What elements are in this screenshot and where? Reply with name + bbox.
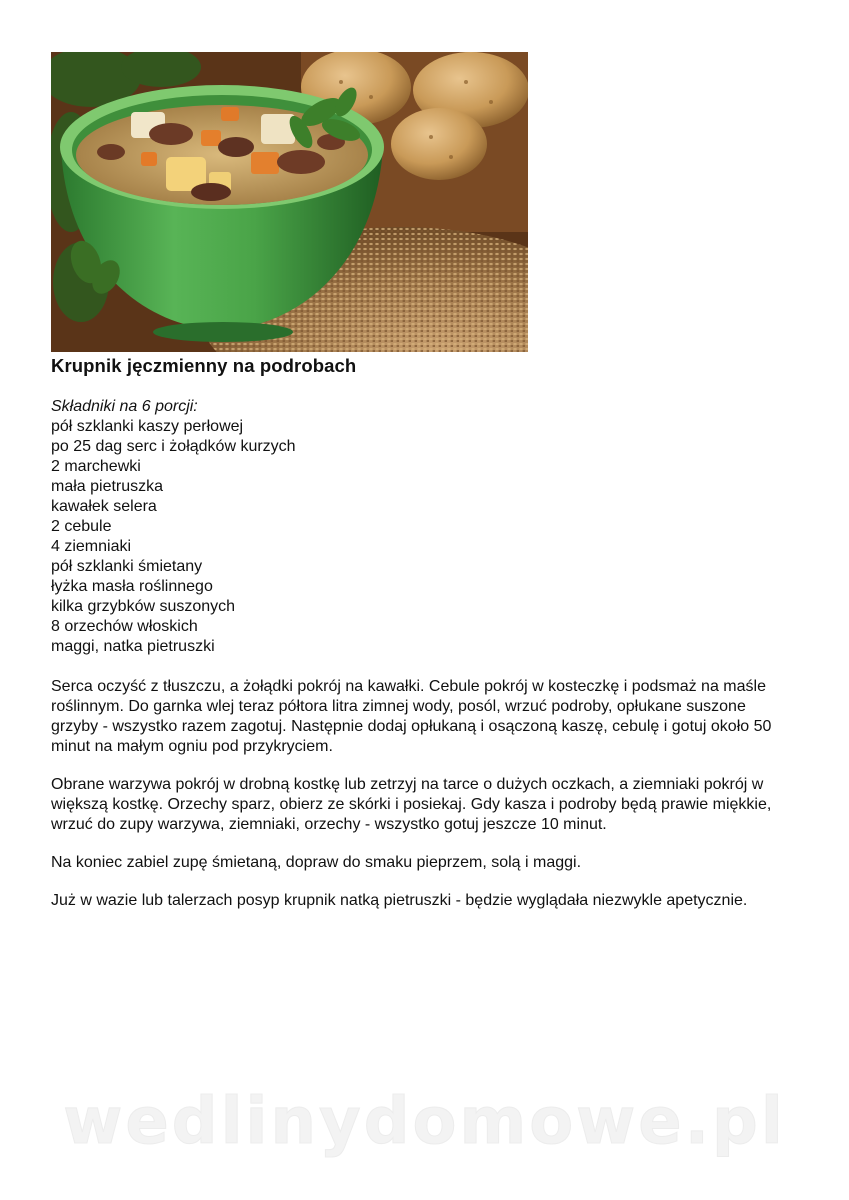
ingredient-list bbox=[51, 397, 296, 657]
ingredient-item: kawałek selera bbox=[51, 498, 157, 515]
ingredient-item: pół szklanki kaszy perłowej bbox=[51, 418, 244, 435]
ingredient-item: 8 orzechów włoskich bbox=[51, 618, 198, 635]
ingredient-item: 4 ziemniaki bbox=[51, 538, 132, 555]
ingredient-item: mała pietruszka bbox=[51, 478, 164, 495]
ingredient-item: kilka grzybków suszonych bbox=[51, 598, 236, 615]
ingredient-item: 2 cebule bbox=[51, 518, 112, 535]
recipe-title: Krupnik jęczmienny na podrobach bbox=[51, 355, 357, 376]
site-watermark: wedlinydomowe.pl bbox=[63, 1085, 786, 1159]
soup-photo bbox=[51, 52, 528, 352]
ingredient-item: po 25 dag serc i żołądków kurzych bbox=[51, 438, 296, 455]
step-paragraph-4: Już w wazie lub talerzach posyp krupnik natką pietruszki - będzie wyglądała niezwykle apetycznie. bbox=[51, 892, 748, 909]
step-paragraph-3: Na koniec zabiel zupę śmietaną, dopraw do smaku pieprzem, solą i maggi. bbox=[51, 854, 582, 871]
step-paragraph-1: Serca oczyść z tłuszczu, a żołądki pokrój na kawałki. Cebule pokrój w kosteczkę i podsmaż na maśle roślinnym. Do garnka wlej teraz półtora litra zimnej wody, posól, wrzuć podroby, opłukane suszone grzyby - wszystko razem zagotuj. Następnie dodaj opłukaną i osączoną kaszę, cebulę i gotuj około 50 minut na małym ogniu pod przykryciem. bbox=[51, 678, 772, 755]
ingredient-item: 2 marchewki bbox=[51, 458, 141, 475]
step-paragraph-2: Obrane warzywa pokrój w drobną kostkę lub zetrzyj na tarce o dużych oczkach, a ziemniaki pokrój w większą kostkę. Orzechy sparz, obierz ze skórki i posiekaj. Gdy kasza i podroby będą prawie miękkie, wrzuć do zupy warzywa, ziemniaki, orzechy - wszystko gotuj jeszcze 10 minut. bbox=[51, 776, 772, 833]
ingredient-item: maggi, natka pietruszki bbox=[51, 638, 215, 655]
ingredient-item: łyżka masła roślinnego bbox=[51, 578, 213, 595]
ingredient-item: pół szklanki śmietany bbox=[51, 558, 203, 575]
ingredients-heading: Składniki na 6 porcji: bbox=[51, 398, 198, 415]
